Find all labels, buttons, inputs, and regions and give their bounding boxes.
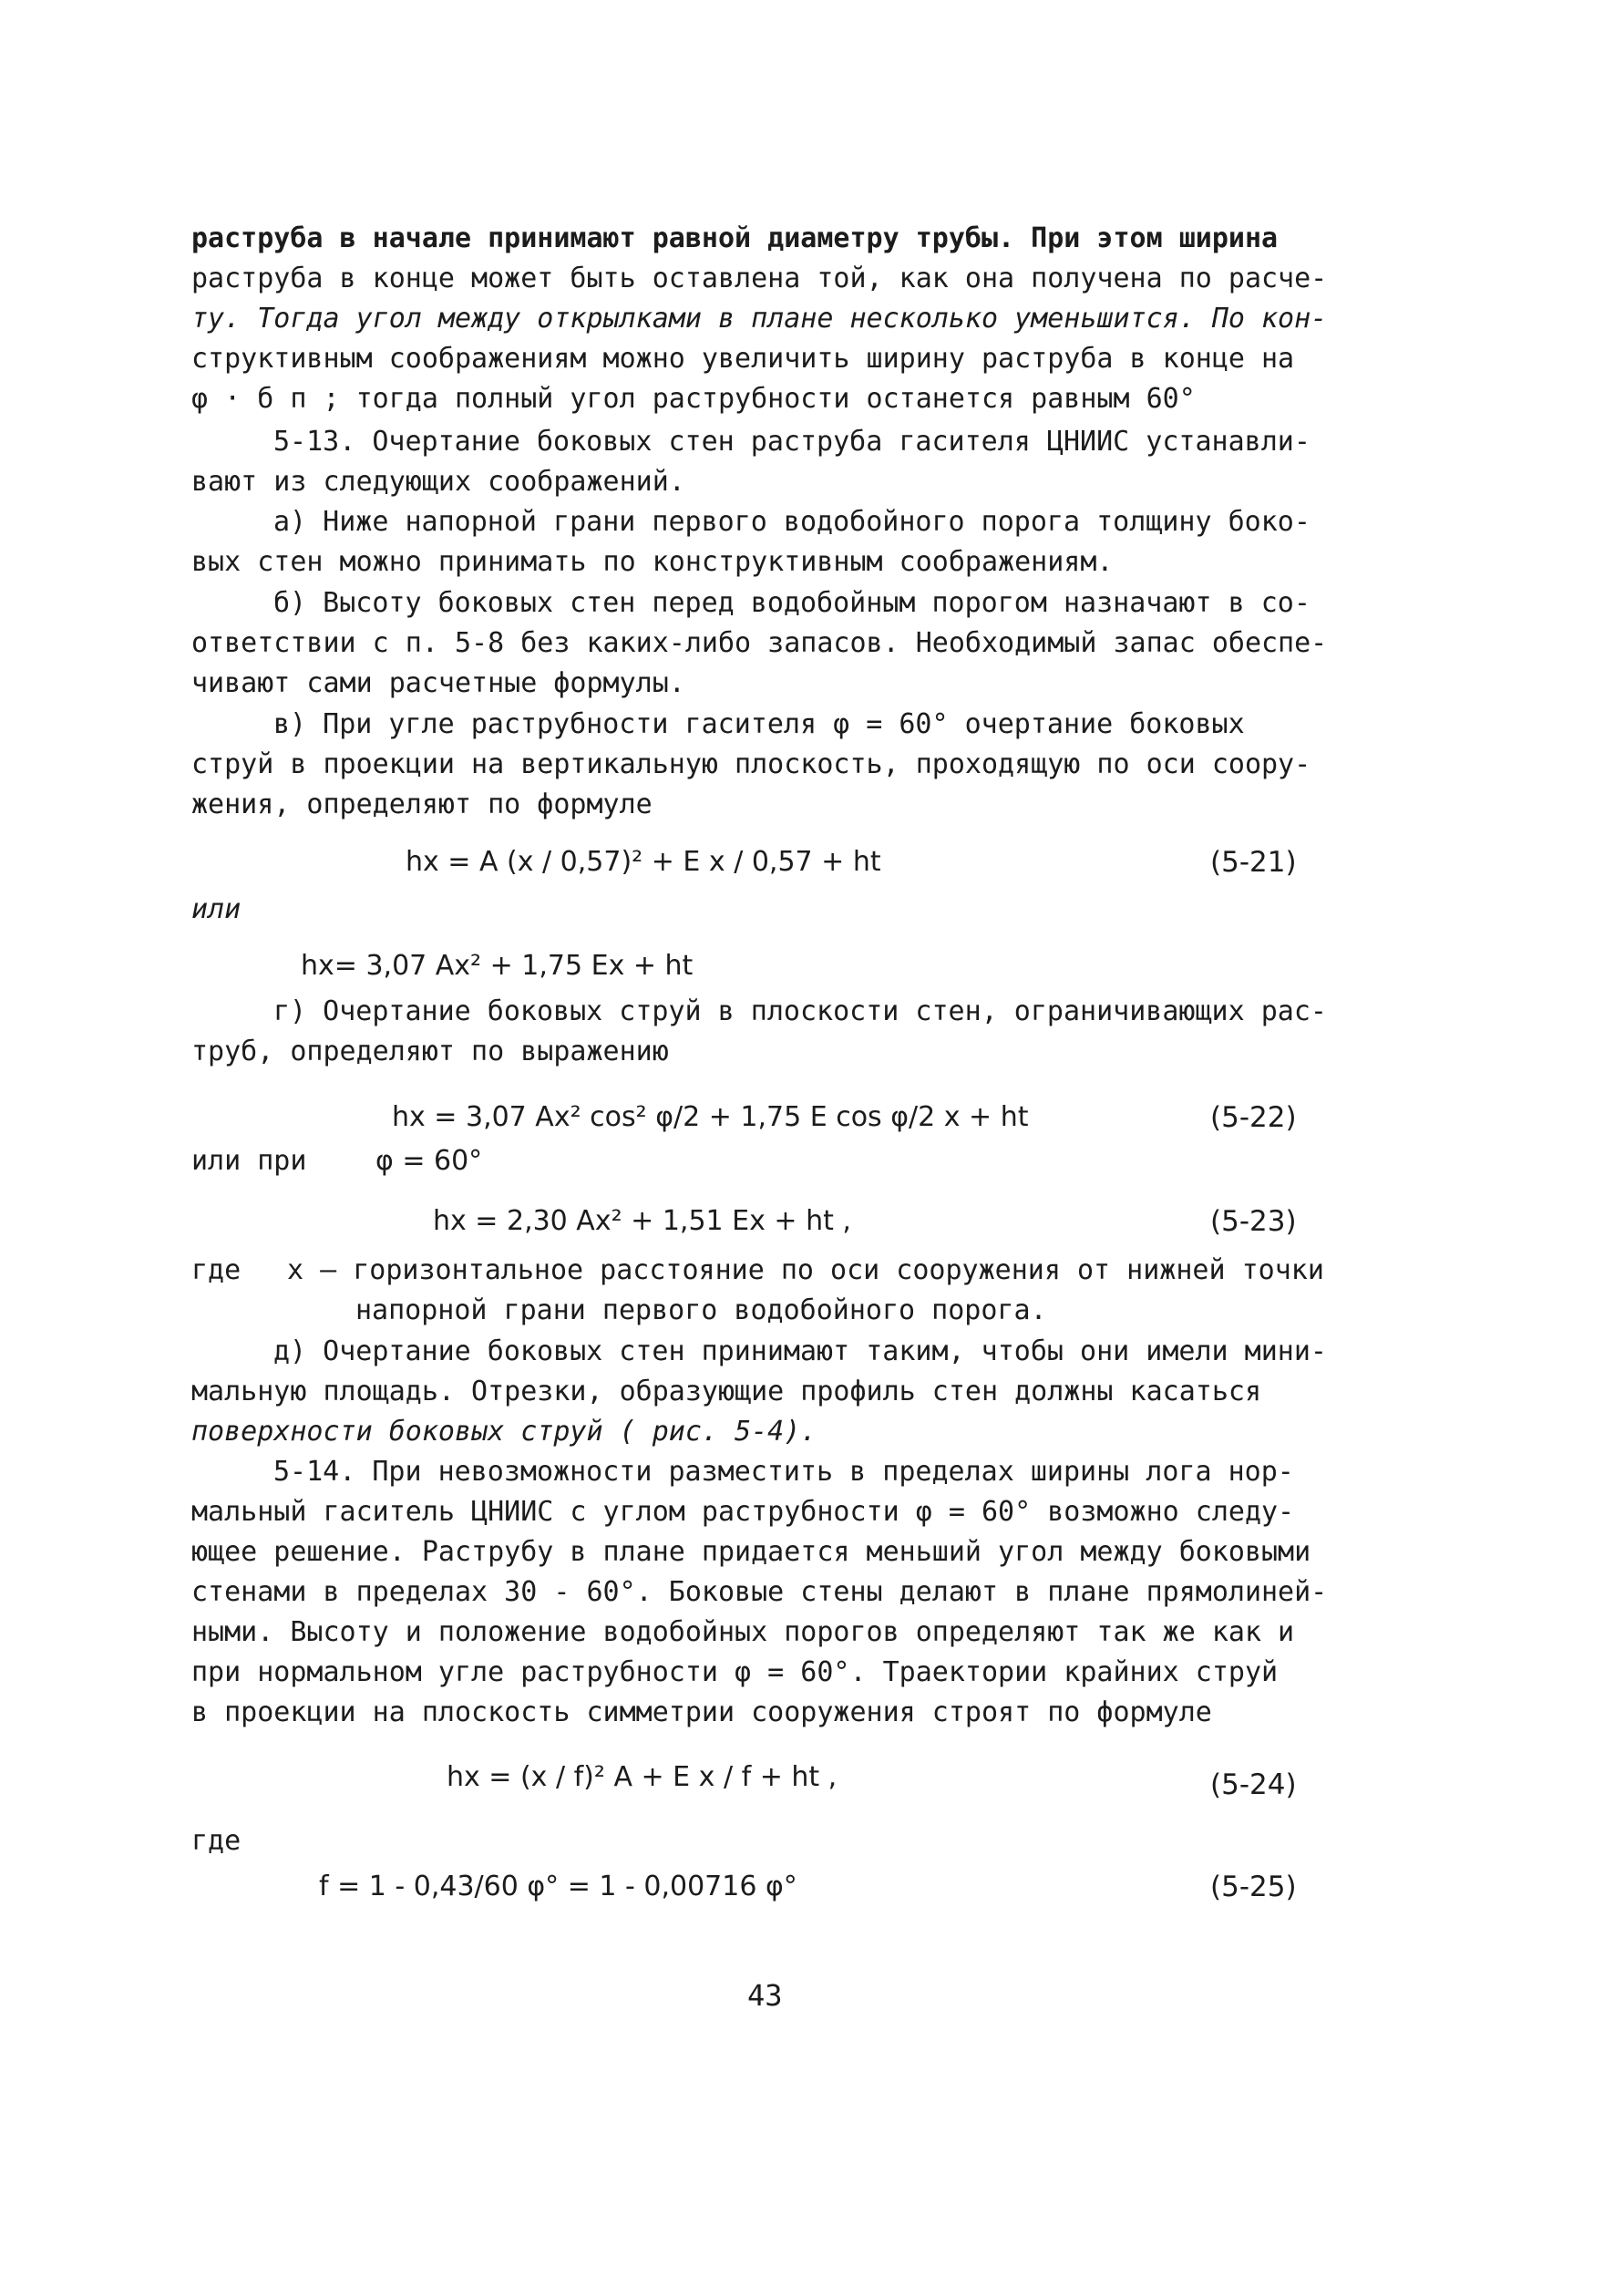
text-line: или при [191, 1145, 307, 1177]
text-line: вают из следующих соображений. [191, 466, 685, 498]
section-5-13-heading: 5-13. Очертание боковых стен раструба гасителя ЦНИИС устанавли- [273, 426, 1311, 458]
text-line: в проекции на плоскость симметрии сооружения строят по формуле [191, 1696, 1212, 1728]
text-line: струй в проекции на вертикальную плоскость, проходящую по оси соору- [191, 748, 1311, 780]
text-line: напорной грани первого водобойного порога. [355, 1294, 1047, 1326]
equation-number: (5-23) [1210, 1205, 1297, 1238]
text-line: структивным соображениям можно увеличить ширину раструба в конце на [191, 343, 1295, 375]
text-line: ющее решение. Раструбу в плане придается меньший угол между боковыми [191, 1536, 1311, 1568]
text-line: ту. Тогда угол между открылками в плане несколько уменьшится. По кон- [191, 303, 1328, 335]
text-line: стенами в пределах 30 - 60°. Боковые стены делают в плане прямолиней- [191, 1576, 1328, 1608]
where-label: где [191, 1254, 242, 1286]
text-line: вых стен можно принимать по конструктивным соображениям. [191, 546, 1114, 578]
item-a: а) Ниже напорной грани первого водобойного порога толщину боко- [273, 506, 1311, 538]
text-line: поверхности боковых струй ( рис. 5-4). [191, 1416, 817, 1448]
formula-5-22: hx = 3,07 Ax² cos² φ/2 + 1,75 E cos φ/2 x + ht [392, 1101, 1029, 1133]
text-line: раструба в начале принимают равной диаметру трубы. При этом ширина [191, 222, 1279, 254]
text-line: ответствии с п. 5-8 без каких-либо запасов. Необходимый запас обеспе- [191, 627, 1328, 659]
formula-5-21-alt: hx= 3,07 Ax² + 1,75 Ex + ht [301, 950, 694, 982]
formula-5-25: f = 1 - 0,43/60 φ° = 1 - 0,00716 φ° [319, 1871, 797, 1902]
formula-5-23: hx = 2,30 Ax² + 1,51 Ex + ht , [433, 1205, 851, 1237]
text-line: φ · б п ; тогда полный угол раструбности останется равным 60° [191, 383, 1196, 415]
text-line: труб, определяют по выражению [191, 1036, 669, 1067]
formula-5-24: hx = (x / f)² A + E x / f + ht , [447, 1761, 838, 1793]
text-line: или [191, 893, 242, 925]
formula-5-21: hx = A (x / 0,57)² + E x / 0,57 + ht [406, 846, 881, 878]
text-line: x – горизонтальное расстояние по оси сооружения от нижней точки [287, 1254, 1324, 1286]
text-line: ными. Высоту и положение водобойных порогов определяют так же как и [191, 1616, 1295, 1648]
text-line: мальный гаситель ЦНИИС с углом раструбности φ = 60° возможно следу- [191, 1496, 1295, 1528]
item-g: г) Очертание боковых струй в плоскости стен, ограничивающих рас- [273, 995, 1327, 1027]
text-line: раструба в конце может быть оставлена той, как она получена по расче- [191, 263, 1328, 294]
where-label: где [191, 1825, 242, 1857]
item-v: в) При угле раструбности гасителя φ = 60° очертание боковых [273, 708, 1245, 740]
equation-number: (5-22) [1210, 1101, 1297, 1134]
equation-number: (5-25) [1210, 1871, 1297, 1903]
equation-number: (5-21) [1210, 846, 1297, 879]
equation-number: (5-24) [1210, 1768, 1297, 1801]
text-line: чивают сами расчетные формулы. [191, 667, 685, 699]
text-line: жения, определяют по формуле [191, 789, 653, 820]
item-d: д) Очертание боковых стен принимают таким, чтобы они имели мини- [273, 1335, 1327, 1367]
text-line: мальную площадь. Отрезки, образующие профиль стен должны касаться [191, 1376, 1261, 1407]
item-b: б) Высоту боковых стен перед водобойным порогом назначают в со- [273, 587, 1311, 619]
section-5-14-heading: 5-14. При невозможности разместить в пределах ширины лога нор- [273, 1456, 1294, 1488]
formula-phi-60: φ = 60° [375, 1145, 483, 1177]
text-line: при нормальном угле раструбности φ = 60°. Траектории крайних струй [191, 1656, 1279, 1688]
page-number: 43 [747, 1978, 783, 2013]
